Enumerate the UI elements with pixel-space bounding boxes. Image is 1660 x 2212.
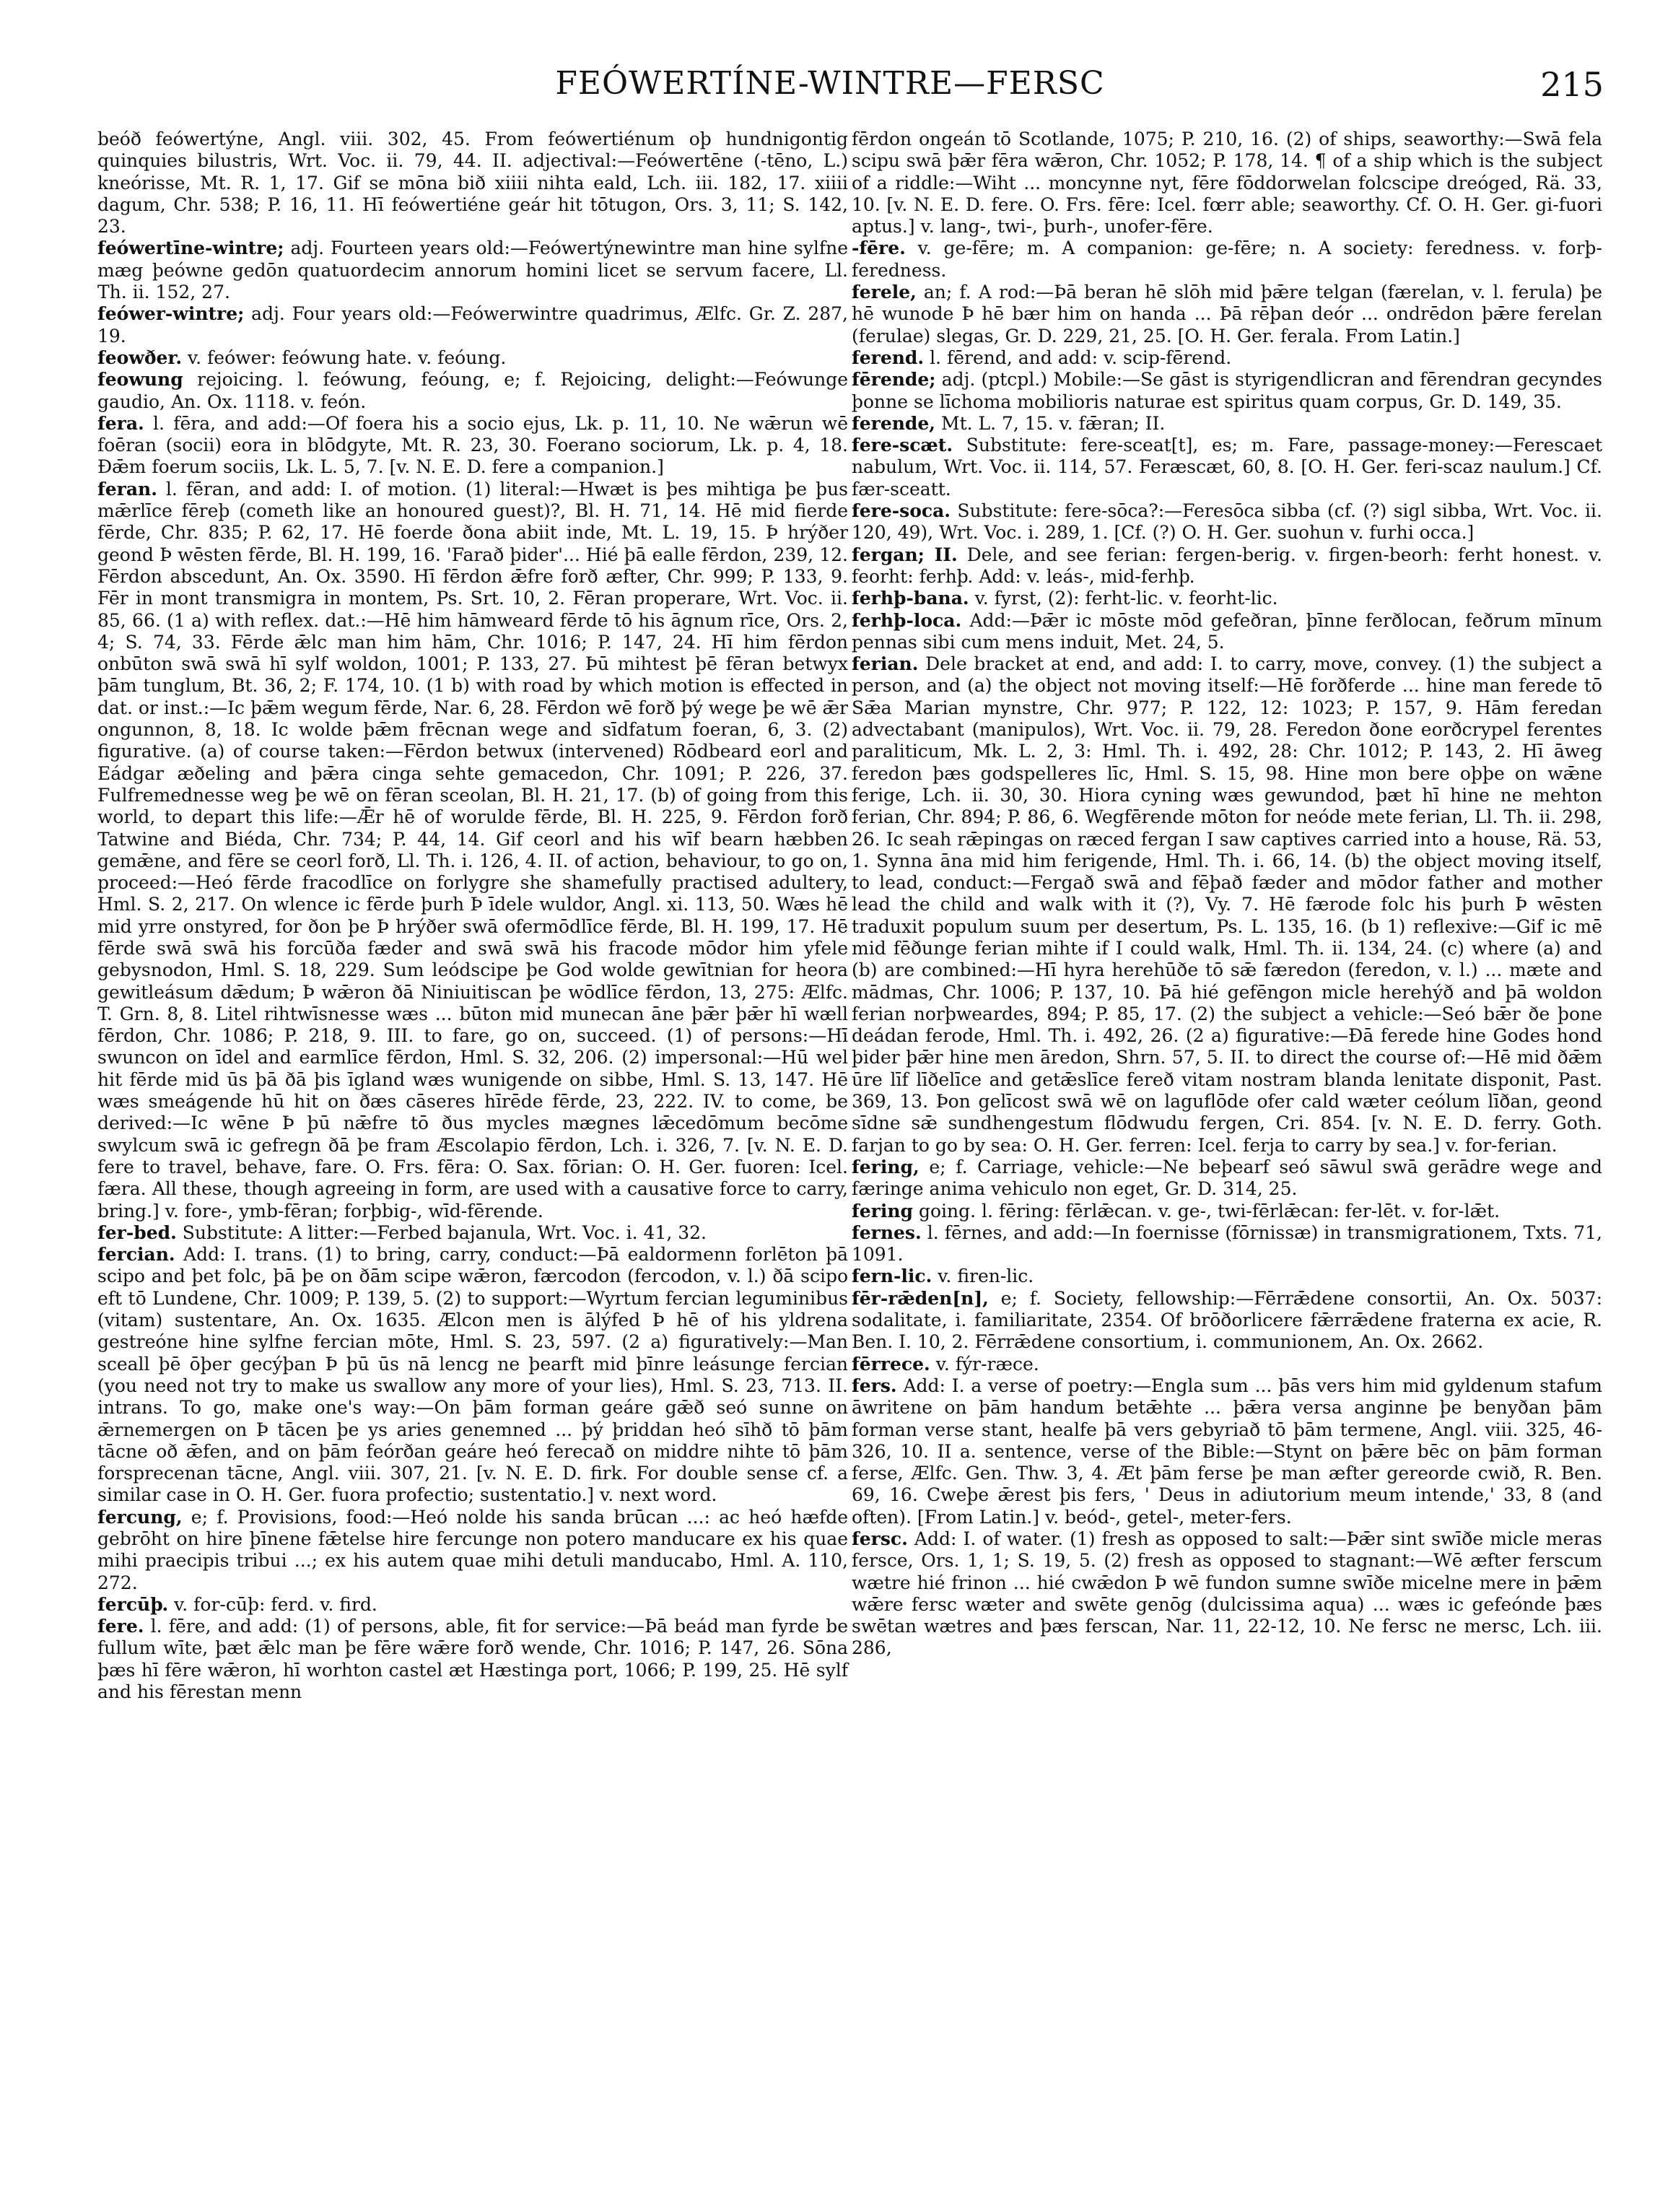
entry-text: Substitute: fere-sōca?:—Feresōca sibba (cf. (?) sigl sibba, Wrt. Voc. ii. 120, 49), Wrt. Voc. i. 289, 1. [Cf. (?) O. H. Ger. suohun v. furhi occa.]	[852, 500, 1602, 544]
right-column	[852, 129, 1602, 1660]
entry-text: adj. (ptcpl.) Mobile:—Se gāst is styrigendlicran and fērendran gecyndes þonne se līchoma mobilioris naturae est spiritus quam corpus, Gr. D. 149, 35.	[852, 369, 1602, 412]
dictionary-entry	[852, 653, 1602, 1157]
entry-headword: fere-scæt.	[852, 435, 953, 456]
dictionary-entry	[852, 129, 1602, 238]
entry-text: l. fērnes, and add:—In foernisse (fōrnissæ) in transmigrationem, Txts. 71, 1091.	[852, 1222, 1602, 1266]
entry-headword: fēr-rǣden[n],	[852, 1287, 989, 1309]
entry-headword: ferele,	[852, 282, 917, 303]
entry-headword: fere-soca.	[852, 500, 951, 522]
entry-text: fērdon ongeán tō Scotlande, 1075; P. 210, 16. (2) of ships, seaworthy:—Swā fela scipu swā þǣr fēra wǣron, Chr. 1052; P. 178, 14. ¶ of a ship which is the subject of a riddle:—Wiht ... moncynne nyt, fēre fōddorwelan folcscipe dreóged, Rä. 33, 10. [v. N. E. D. fere. O. Frs. fēre: Icel. fœrr able; seaworthy. Cf. O. H. Ger. gi-fuori aptus.] v. lang-, twi-, þurh-, unofer-fēre.	[852, 129, 1602, 238]
entry-text: Dele bracket at end, and add: I. to carry, move, convey. (1) the subject a person, and (a) the object not moving itself:—Hē forðferde ... hine man ferede tō Sǣa Marian mynstre, Chr. 977; P. 122, 12: 1023; P. 157, 9. Hām feredan advectabant (manipulos), Wrt. Voc. ii. 79, 28. Feredon ðone eorðcrypel ferentes paraliticum, Mk. L. 2, 3: Hml. Th. i. 492, 28: Chr. 1012; P. 143, 2. Hī āweg feredon þæs godspelleres līc, Hml. S. 15, 98. Hine mon bere oþþe on wǣne ferige, Lch. ii. 30, 30. Hiora cyning wæs gewundod, þæt hī hine ne mehton ferian, Chr. 894; P. 86, 6. Wegfērende mōton for neóde mete ferian, Ll. Th. ii. 298, 26. Ic seah rǣpingas on ræced fergan I saw captives carried into a house, Rä. 53, 1. Synna āna mid him ferigende, Hml. Th. i. 66, 14. (b) the object moving itself, to lead, conduct:—Fergað swā and fēþað fæder and mōdor father and mother lead the child and walk with it (?), Vy. 7. Hē færode folc his þurh Þ wēsten traduxit populum suum per desertum, Ps. L. 135, 16. (b 1) reflexive:—Gif ic mē mid fēðunge ferian mihte if I could walk, Hml. Th. ii. 134, 24. (c) where (a) and (b) are combined:—Hī hyra herehūðe tō sǣ færedon (feredon, v. l.) ... mæte and mādmas, Chr. 1006; P. 137, 10. Þā hié gefēngon micle herehýð and þā woldon ferian norþweardes, 894; P. 85, 17. (2) the subject a vehicle:—Seó bǣr ðe þone deádan ferode, Hml. Th. i. 492, 26. (2 a) figurative:—Ðā ferede hine Godes hond þider þǣr hine men āredon, Shrn. 57, 5. II. to direct the course of:—Hē mid ðǣm ūre līf līðelīce and getǣslīce fereð vitam nostram blanda lenitate disponit, Past. 369, 13. Þon gelīcost swā wē on laguflōde ofer cald wæter ceólum līðan, geond sīdne sǣ sundhengestum flōdwudu fergen, Cri. 854. [v. N. E. D. ferry. Goth. farjan to go by sea: O. H. Ger. ferren: Icel. ferja to carry by sea.] v. for-ferian.	[852, 653, 1602, 1156]
entry-text: e; f. Society, fellowship:—Fērrǣdene consortii, An. Ox. 5037: sodalitate, i. familiaritate, 2354. Of brōðorlicere fǣrrǣdene fraterna ex acie, R. Ben. I. 10, 2. Fērrǣdene consortium, i. communionem, An. Ox. 2662.	[852, 1287, 1602, 1353]
dictionary-entry	[852, 347, 1602, 369]
entry-headword: fera.	[97, 412, 144, 434]
entry-headword: fer-bed.	[97, 1222, 177, 1243]
dictionary-entry	[852, 1266, 1602, 1287]
dictionary-entry	[97, 238, 848, 303]
running-head: FEÓWERTÍNE-WINTRE—FERSC	[555, 65, 1105, 102]
dictionary-entry	[97, 1616, 848, 1703]
entry-headword: fercūþ.	[97, 1593, 169, 1615]
entry-headword: fernes.	[852, 1222, 922, 1243]
entry-headword: fercian.	[97, 1244, 175, 1266]
entry-text: Mt. L. 7, 15. v. fǣran; II.	[940, 412, 1166, 434]
entry-headword: feówer-wintre;	[97, 303, 245, 325]
entry-text: Add: I. trans. (1) to bring, carry, conduct:—Þā ealdormenn forlēton þā scipo and þet folc, þā þe on ðām scipe wǣron, færcodon (fercodon, v. l.) ðā scipo eft tō Lundene, Chr. 1009; P. 139, 5. (2) to support:—Wyrtum fercian leguminibus (vitam) sustentare, An. Ox. 1635. Ælcon men is ālýfed Þ hē of his yldrena gestreóne hine sylfne fercian mōte, Hml. S. 23, 597. (2 a) figuratively:—Man sceall þē ōþer gecýþan Þ þū ūs nā lencg ne þearft mid þīnre leásunge fercian (you need not try to make us swallow any more of your lies), Hml. S. 23, 713. II. intrans. To go, make one's way:—On þām forman geáre gǣð seó sunne on ǣrnemergen on Þ tācen þe ys aries genemned ... þý þriddan heó sīhð tō þām tācne oð ǣfen, and on þām feórðan geáre heó ferecað on middre nihte tō þām forsprecenan tācne, Angl. viii. 307, 21. [v. N. E. D. firk. For double sense cf. a similar case in O. H. Ger. fuora profectio; sustentatio.] v. next word.	[97, 1244, 848, 1506]
dictionary-entry	[852, 238, 1602, 282]
dictionary-entry	[852, 413, 1602, 435]
dictionary-entry	[852, 369, 1602, 413]
entry-text: rejoicing. l. feówung, feóung, e; f. Rejoicing, delight:—Feówunge gaudio, An. Ox. 1118. v. feón.	[97, 369, 848, 412]
entry-text: Substitute: fere-sceat[t], es; m. Fare, passage-money:—Ferescaet nabulum, Wrt. Voc. ii. 114, 57. Feræscæt, 60, 8. [O. H. Ger. feri-scaz naulum.] Cf. fær-sceatt.	[852, 435, 1603, 500]
dictionary-entry	[852, 588, 1602, 609]
entry-headword: fersc.	[852, 1528, 908, 1549]
entry-headword: ferhþ-loca.	[852, 609, 962, 631]
entry-text: l. fēre, and add: (1) of persons, able, fit for service:—Þā beád man fyrde be fullum wīte, þæt ǣlc man þe fēre wǣre forð wende, Chr. 1016; P. 147, 26. Sōna þæs hī fēre wǣron, hī worhton castel æt Hæstinga port, 1066; P. 199, 25. Hē sylf and his fērestan menn	[97, 1616, 849, 1703]
dictionary-entry	[97, 303, 848, 347]
dictionary-entry	[97, 1507, 848, 1594]
dictionary-entry	[852, 1157, 1602, 1201]
entry-text: adj. Fourteen years old:—Feówertýnewintre man hine sylfne mæg þeówne gedōn quatuordecim annorum homini licet se servum facere, Ll. Th. ii. 152, 27.	[97, 238, 848, 303]
dictionary-entry	[852, 500, 1602, 544]
dictionary-entry	[97, 1222, 848, 1244]
entry-text: going. l. fēring: fērlǣcan. v. ge-, twi-fērlǣcan: fer-lēt. v. for-lǣt.	[918, 1200, 1500, 1222]
entry-text: v. for-cūþ: ferd. v. fird.	[174, 1593, 377, 1615]
entry-headword: fergan; II.	[852, 544, 958, 565]
entry-headword: fērende;	[852, 369, 936, 391]
entry-text: Substitute: A litter:—Ferbed bajanula, Wrt. Voc. i. 41, 32.	[182, 1222, 707, 1243]
entry-headword: fere.	[97, 1616, 144, 1637]
entry-headword: ferian.	[852, 653, 919, 675]
page-header	[0, 0, 1660, 116]
entry-headword: ferende,	[852, 412, 936, 434]
dictionary-entry	[97, 413, 848, 479]
entry-text: e; f. Provisions, food:—Heó nolde his sanda brūcan ...: ac heó hæfde gebrōht on hire þīnene fǣtelse hire fercunge non potero manducare ex his quae mihi praecipis tribui ...; ex his autem quae mihi detuli manducabo, Hml. A. 110, 272.	[97, 1506, 849, 1593]
left-column	[97, 129, 848, 1703]
dictionary-entry	[852, 1375, 1602, 1528]
dictionary-entry	[97, 1594, 848, 1616]
entry-text: l. fērend, and add: v. scip-fērend.	[930, 347, 1232, 368]
entry-text: an; f. A rod:—Þā beran hē slōh mid þǣre telgan (færelan, v. l. ferula) þe hē wunode Þ hē bær him on handa ... Þā rēþan deór ... ondrēdon þǣre ferelan (ferulae) slegas, Gr. D. 229, 21, 25. [O. H. Ger. ferala. From Latin.]	[852, 282, 1602, 347]
dictionary-entry	[852, 1354, 1602, 1375]
entry-text: l. fēra, and add:—Of foera his a socio ejus, Lk. p. 11, 10. Ne wǣrun wē foēran (socii) eora in blōdgyte, Mt. R. 23, 30. Foerano sociorum, Lk. p. 4, 18. Ðǣm foerum sociis, Lk. L. 5, 7. [v. N. E. D. fere a companion.]	[97, 412, 848, 478]
entry-headword: fering,	[852, 1156, 919, 1177]
entry-headword: fers.	[852, 1375, 897, 1396]
dictionary-entry	[97, 1244, 848, 1507]
dictionary-entry	[97, 347, 848, 369]
entry-text: Add:—Þǣr ic mōste mōd gefeðran, þīnne ferðlocan, feðrum mīnum pennas sibi cum mens induit, Met. 24, 5.	[852, 609, 1602, 653]
entry-text: Dele, and see ferian: fergen-berig. v. firgen-beorh: ferht honest. v. feorht: ferhþ. Add: v. leás-, mid-ferhþ.	[852, 544, 1602, 587]
entry-text: l. fēran, and add: I. of motion. (1) literal:—Hwæt is þes mihtiga þe þus mǣrlīce fēreþ (cometh like an honoured guest)?, Bl. H. 71, 14. Hē mid fierde fērde, Chr. 835; P. 62, 17. Hē foerde ðona abiit inde, Mt. L. 19, 15. Þ hrýðer geond Þ wēsten fērde, Bl. H. 199, 16. 'Farað þider'... Hié þā ealle fērdon, 239, 12. Fērdon abscedunt, An. Ox. 3590. Hī fērdon ǣfre forð æfter, Chr. 999; P. 133, 9. Fēr in mont transmigra in montem, Ps. Srt. 10, 2. Fēran properare, Wrt. Voc. ii. 85, 66. (1 a) with reflex. dat.:—Hē him hāmweard fērde tō his āgnum rīce, Ors. 2, 4; S. 74, 33. Fērde ǣlc man him hām, Chr. 1016; P. 147, 24. Hī him fērdon onbūton swā swā hī sylf woldon, 1001; P. 133, 27. Þū mihtest þē fēran betwyx þām tunglum, Bt. 36, 2; F. 174, 10. (1 b) with road by which motion is effected in dat. or inst.:—Ic þǣm wegum fērde, Nar. 6, 28. Fērdon wē forð þý wege þe wē ǣr ongunnon, 8, 18. Ic wolde þǣm frēcnan wege and sīdfatum foeran, 6, 3. (2) figurative. (a) of course taken:—Fērdon betwux (intervened) Rōdbeard eorl and Eádgar æðeling and þǣra cinga sehte gemacedon, Chr. 1091; P. 226, 37. Fulfremednesse weg þe wē on fēran sceolan, Bl. H. 21, 17. (b) of going from this world, to depart this life:—Ǣr hē of worulde fērde, Bl. H. 225, 9. Fērdon forð Tatwine and Biéda, Chr. 734; P. 44, 14. Gif ceorl and his wīf bearn hæbben gemǣne, and fēre se ceorl forð, Ll. Th. i. 126, 4. II. of action, behaviour, to go on, proceed:—Heó fērde fracodlīce on forlygre she shamefully practised adultery, Hml. S. 2, 217. On wlence ic fērde þurh Þ īdele wuldor, Angl. xi. 113, 50. Wæs hē mid yrre onstyred, for ðon þe Þ hrýðer swā ofermōdlīce fērde, Bl. H. 199, 17. Hē fērde swā swā his forcūða fæder and swā swā his fracode mōdor him yfele gebysnodon, Hml. S. 18, 229. Sum leódscipe þe God wolde gewītnian for heora gewitleásum dǣdum; Þ wǣron ðā Niniuitiscan þe wōdlīce fērdon, 13, 275: Ælfc. T. Grn. 8, 8. Litel rihtwīsnesse wæs ... būton mid munecan āne þǣr þǣr hī wæll fērdon, Chr. 1086; P. 218, 9. III. to fare, go on, succeed. (1) of persons:—Hī swuncon on īdel and earmlīce fērdon, Hml. S. 32, 206. (2) impersonal:—Hū wel hit fērde mid ūs þā ðā þis īgland wæs wunigende on sibbe, Hml. S. 13, 147. Hē wæs smeágende hū hit on ðæs cāseres hīrēde fērde, 23, 222. IV. to come, be derived:—Ic wēne Þ þū nǣfre tō ðus mycles mægnes lǣcedōmum becōme swylcum swā ic gefregn ðā þe fram Æscolapio fērdon, Lch. i. 326, 7. [v. N. E. D. fere to travel, behave, fare. O. Frs. fēra: O. Sax. fōrian: O. H. Ger. fuoren: Icel. færa. All these, though agreeing in form, are used with a causative force to carry, bring.] v. fore-, ymb-fēran; forþbig-, wīd-fērende.	[97, 478, 848, 1222]
entry-headword: feówertīne-wintre;	[97, 238, 284, 259]
dictionary-entry	[852, 282, 1602, 347]
dictionary-entry	[97, 479, 848, 1222]
page-number: 215	[1540, 65, 1604, 104]
entry-text: v. feówer: feówung hate. v. feóung.	[187, 347, 507, 368]
entry-headword: fērrece.	[852, 1353, 930, 1375]
dictionary-entry	[97, 369, 848, 413]
entry-text: v. fyrst, (2): ferht-lic. v. feorht-lic.	[974, 588, 1278, 609]
entry-text: Add: I. a verse of poetry:—Engla sum ... þās vers him mid gyldenum stafum āwritene on þām handum betǣhte ... þǣra versa anginne þe benyðan þām forman verse stant, healfe þā vers gebyriað tō þām termene, Angl. viii. 325, 46-326, 10. II a. sentence, verse of the Bible:—Stynt on þǣre bēc on þām forman ferse, Ælfc. Gen. Thw. 3, 4. Æt þām ferse þe man æfter gereorde cwið, R. Ben. 69, 16. Cweþe ǣrest þis fers, ' Deus in adiutorium meum intende,' 33, 8 (and often). [From Latin.] v. beód-, getel-, meter-fers.	[852, 1375, 1603, 1528]
entry-headword: fercung,	[97, 1506, 183, 1528]
entry-headword: feowung	[97, 369, 183, 391]
dictionary-entry	[852, 1528, 1602, 1660]
entry-headword: feran.	[97, 478, 157, 500]
dictionary-entry	[852, 435, 1602, 500]
dictionary-entry	[852, 1222, 1602, 1266]
entry-headword: ferend.	[852, 347, 925, 368]
entry-text: e; f. Carriage, vehicle:—Ne beþearf seó sāwul swā gerādre wege and færinge anima vehiculo non eget, Gr. D. 314, 25.	[852, 1156, 1602, 1200]
dictionary-entry	[852, 610, 1602, 654]
entry-headword: ferhþ-bana.	[852, 588, 969, 609]
entry-text: adj. Four years old:—Feówerwintre quadrimus, Ælfc. Gr. Z. 287, 19.	[97, 303, 849, 347]
entry-headword: fern-lic.	[852, 1266, 932, 1287]
dictionary-entry	[97, 129, 848, 238]
entry-headword: -fēre.	[852, 238, 906, 259]
dictionary-entry	[852, 1288, 1602, 1354]
entry-text: v. fýr-ræce.	[935, 1353, 1039, 1375]
entry-text: v. firen-lic.	[938, 1266, 1034, 1287]
entry-headword: fering	[852, 1200, 913, 1222]
dictionary-entry	[852, 1201, 1602, 1222]
entry-headword: feowðer.	[97, 347, 183, 368]
entry-text: v. ge-fēre; m. A companion: ge-fēre; n. A society: feredness. v. forþ-feredness.	[852, 238, 1603, 281]
entry-text: beóð feówertýne, Angl. viii. 302, 45. From feówertiénum oþ hundnigontig quinquies bilustris, Wrt. Voc. ii. 79, 44. II. adjectival:—Feówertēne (-tēno, L.) kneórisse, Mt. R. 1, 17. Gif se mōna bið xiiii nihta eald, Lch. iii. 182, 17. xiiii dagum, Chr. 538; P. 16, 11. Hī feówertiéne geár hit tōtugon, Ors. 3, 11; S. 142, 23.	[97, 129, 848, 238]
entry-text: Add: I. of water. (1) fresh as opposed to salt:—Þǣr sint swīðe micle meras fersce, Ors. 1, 1; S. 19, 5. (2) fresh as opposed to stagnant:—Wē æfter ferscum wætre hié frinon ... hié cwǣdon Þ wē fundon sumne swīðe micelne mere in þǣm wǣre fersc wæter and swēte genōg (dulcissima aqua) ... wæs ic gefeónde þæs swētan wætres and þæs ferscan, Nar. 11, 22-12, 10. Ne fersc ne mersc, Lch. iii. 286,	[852, 1528, 1602, 1659]
dictionary-entry	[852, 544, 1602, 588]
